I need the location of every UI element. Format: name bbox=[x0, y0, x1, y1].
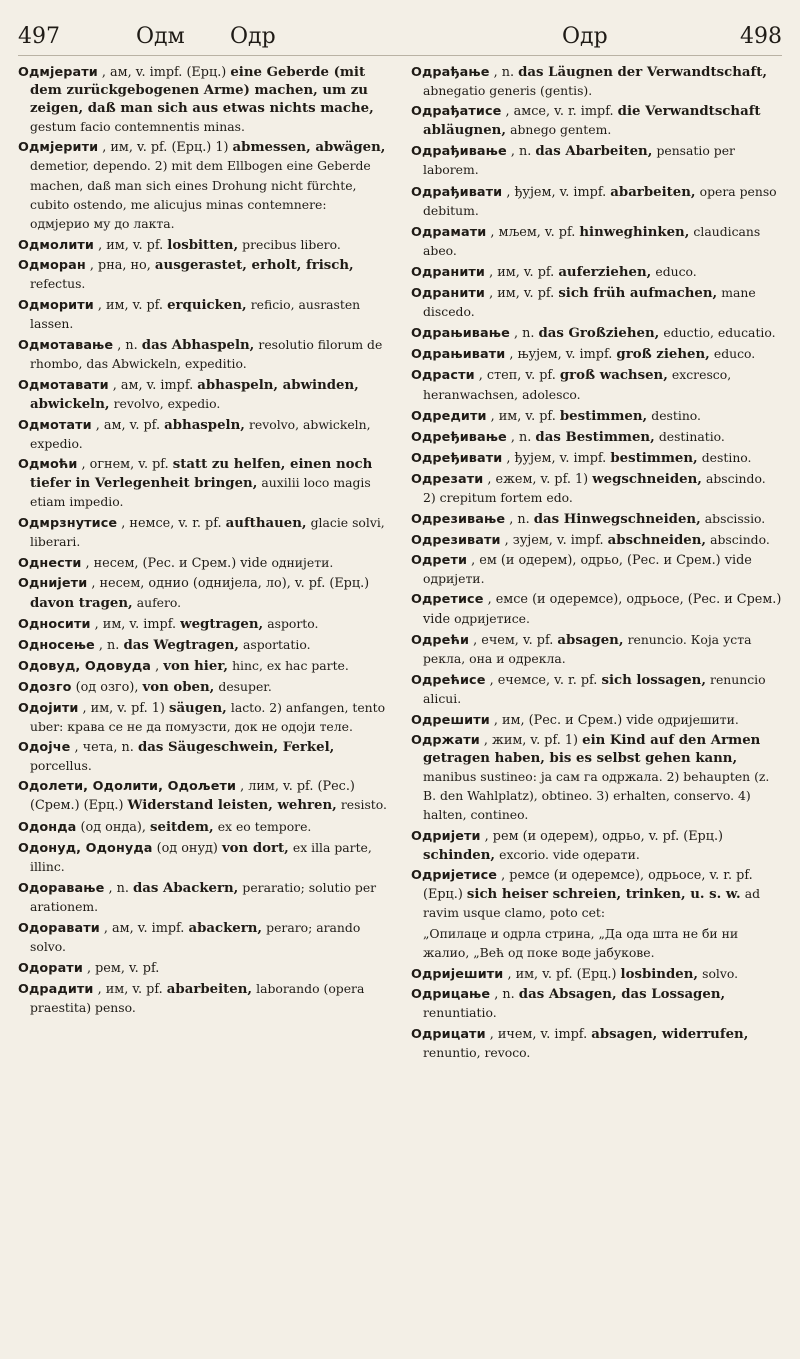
entry-headword: Одрасти bbox=[411, 368, 475, 384]
entry-grammar: , n. bbox=[510, 429, 532, 445]
dictionary-entry bbox=[411, 407, 782, 426]
entry-grammar: , ем (и одерем), одрьо, (Рес. и Срем.) vide bbox=[471, 553, 752, 569]
entry-grammar: , огнем, v. pf. bbox=[81, 456, 169, 472]
entry-german: losbinden, bbox=[620, 967, 699, 983]
entry-latin: destinatio. bbox=[658, 428, 725, 444]
entry-grammar: , им, v. pf. bbox=[490, 408, 556, 424]
entry-headword: Одмјерати bbox=[18, 65, 98, 80]
entry-headword: Одмотати bbox=[18, 417, 92, 433]
entry-headword: Одрећисе bbox=[411, 672, 486, 688]
entry-german: säugen, bbox=[168, 701, 227, 716]
entry-grammar: , им, v. pf. 1) bbox=[82, 701, 165, 716]
entry-german: die Verwandtschaft abläugnen, bbox=[423, 104, 761, 139]
entry-grammar: , n. bbox=[493, 65, 515, 80]
entry-german: sich heiser schreien, trinken, u. s. w. bbox=[466, 886, 741, 902]
entry-headword: Одонуд, Одонуда bbox=[18, 840, 153, 856]
entry-german: absagen, widerrufen, bbox=[591, 1026, 749, 1042]
entry-latin: destino. bbox=[651, 407, 701, 423]
entry-headword: Одржати bbox=[411, 733, 480, 749]
entry-grammar: , мљем, v. pf. bbox=[490, 224, 576, 240]
entry-grammar: , степ, v. pf. bbox=[478, 368, 556, 384]
entry-latin: excresco, heranwachsen, adolesco. bbox=[423, 367, 732, 402]
dictionary-entry bbox=[18, 236, 389, 255]
entry-latin: desuper. bbox=[218, 678, 272, 694]
left-guide-word-2: Одр bbox=[230, 24, 276, 49]
dictionary-entry bbox=[18, 657, 389, 676]
right-page-number: 498 bbox=[740, 24, 782, 49]
entry-headword: Одријешити bbox=[411, 967, 504, 983]
entry-latin: asporto. bbox=[267, 615, 319, 631]
entry-grammar: , ам, v. impf. bbox=[103, 921, 185, 937]
dictionary-entry bbox=[411, 1026, 782, 1063]
entry-headword: Одретисе bbox=[411, 592, 484, 608]
entry-german: erquicken, bbox=[167, 298, 247, 314]
entry-headword: Одредити bbox=[411, 408, 487, 424]
right-guide-word-1: Одр bbox=[562, 24, 608, 49]
entry-german: schinden, bbox=[423, 847, 496, 863]
entry-latin: renuntiatio. bbox=[423, 1005, 497, 1021]
entry-grammar: , чета, n. bbox=[74, 740, 134, 756]
entry-german: sich lossagen, bbox=[601, 672, 706, 688]
entry-latin: peraratio; solutio per arationem. bbox=[30, 879, 377, 914]
entry-headword: Одолети, Одолити, Одољети bbox=[18, 779, 237, 795]
entry-german: abhaspeln, bbox=[164, 417, 245, 433]
entry-latin: resisto. bbox=[340, 797, 387, 813]
entry-latin: manibus sustineo: ја сам га одржала. 2) behaupten (z. B. den Wahlplatz), obtineo. 3) erhalten, conservo. 4) halten, contineo. bbox=[423, 769, 770, 823]
entry-german: Widerstand leisten, wehren, bbox=[127, 798, 337, 814]
dictionary-entry bbox=[411, 284, 782, 322]
entry-grammar: (од онда), bbox=[80, 819, 146, 835]
entry-latin: revolvo, abwickeln, expedio. bbox=[30, 416, 371, 451]
dictionary-entry bbox=[411, 965, 782, 984]
dictionary-entry bbox=[18, 980, 389, 1018]
entry-latin: revolvo, expedio. bbox=[113, 395, 221, 411]
entry-latin: одријетисе. bbox=[454, 610, 530, 626]
entry-german: das Abarbeiten, bbox=[535, 144, 653, 160]
right-column bbox=[411, 64, 782, 1065]
entry-headword: Одморан bbox=[18, 257, 86, 273]
dictionary-entry bbox=[411, 263, 782, 282]
entry-german: absagen, bbox=[557, 632, 624, 648]
entry-headword: Одрећи bbox=[411, 632, 470, 648]
entry-german: sich früh aufmachen, bbox=[558, 286, 718, 302]
entry-headword: Одрезивање bbox=[411, 512, 506, 528]
entry-grammar: , зујем, v. impf. bbox=[504, 533, 604, 549]
dictionary-entry bbox=[18, 336, 389, 374]
dictionary-entry bbox=[18, 636, 389, 655]
entry-german: wegschneiden, bbox=[592, 471, 702, 487]
entry-latin: reficio, ausrasten lassen. bbox=[30, 297, 361, 332]
entry-german: das Wegtragen, bbox=[123, 637, 239, 653]
entry-german: das Abhaspeln, bbox=[141, 338, 255, 354]
entry-german: das Säugeschwein, Ferkel, bbox=[137, 740, 335, 756]
entry-grammar: , n. bbox=[117, 338, 138, 354]
entry-headword: Одрањивати bbox=[411, 347, 506, 363]
entry-headword: Однести bbox=[18, 556, 82, 572]
entry-headword: Одрађатисе bbox=[411, 104, 502, 120]
entry-headword: Одмрзнутисе bbox=[18, 516, 118, 532]
entry-grammar: , n. bbox=[494, 987, 515, 1003]
entry-latin: precibus libero. bbox=[242, 236, 341, 252]
entry-latin: excorio. vide одерати. bbox=[499, 846, 640, 862]
entry-headword: Одмјерити bbox=[18, 140, 99, 156]
entry-latin: ex eo tempore. bbox=[217, 818, 312, 834]
entry-headword: Одрањивање bbox=[411, 326, 510, 342]
entry-latin: laborando (opera praestita) penso. bbox=[30, 981, 365, 1016]
entry-german: abmessen, abwägen, bbox=[232, 140, 386, 156]
entry-headword: Одранити bbox=[411, 264, 486, 280]
dictionary-entry bbox=[18, 778, 389, 815]
dictionary-entry bbox=[411, 552, 782, 589]
dictionary-entry bbox=[411, 223, 782, 261]
entry-headword: Одрађивање bbox=[411, 144, 507, 160]
left-column bbox=[18, 64, 389, 1065]
entry-headword: Одрезати bbox=[411, 471, 484, 487]
entry-latin: peraro; arando solvo. bbox=[30, 920, 361, 955]
entry-grammar: , лим, v. pf. (Рес.) (Срем.) (Ерц.) bbox=[30, 779, 355, 814]
entry-german: davon tragen, bbox=[30, 595, 133, 611]
dictionary-entry bbox=[411, 142, 782, 180]
dictionary-entry bbox=[18, 839, 389, 877]
entry-latin: renuntio, revoco. bbox=[423, 1044, 531, 1060]
entry-latin: abnegatio generis (gentis). bbox=[423, 83, 593, 99]
entry-latin: claudicans abeo. bbox=[423, 223, 761, 258]
dictionary-entry bbox=[18, 139, 389, 233]
entry-german: bestimmen, bbox=[610, 450, 698, 466]
entry-grammar: , емсе (и одеремсе), одрьосе, (Рес. и Срем.) vide bbox=[423, 592, 782, 627]
dictionary-entry bbox=[18, 959, 389, 978]
entry-grammar: , ечемсе, v. r. pf. bbox=[489, 672, 598, 688]
entry-grammar: , ђујем, v. impf. bbox=[506, 184, 607, 200]
entry-german: das Abackern, bbox=[132, 880, 239, 896]
page-columns bbox=[18, 64, 782, 1065]
entry-headword: Одрађање bbox=[411, 65, 490, 80]
entry-grammar: , несем, (Рес. и Срем.) vide bbox=[85, 556, 268, 572]
entry-grammar: (од онуд) bbox=[156, 840, 218, 856]
dictionary-entry bbox=[411, 103, 782, 140]
dictionary-entry bbox=[411, 732, 782, 825]
dictionary-entry bbox=[18, 739, 389, 776]
dictionary-entry bbox=[411, 531, 782, 550]
entry-german: von oben, bbox=[142, 679, 215, 695]
entry-latin: aufero. bbox=[136, 594, 182, 610]
entry-latin: „Опилаце и одрла стрина, „Да ода шта не би ни жалио, „Већ од поке воде јабукове. bbox=[423, 926, 739, 961]
dictionary-entry bbox=[18, 257, 389, 294]
dictionary-entry bbox=[411, 591, 782, 628]
dictionary-entry bbox=[18, 377, 389, 414]
dictionary-entry bbox=[18, 456, 389, 512]
page-header bbox=[18, 18, 782, 56]
entry-latin: ad ravim usque clamo, poto cet: bbox=[423, 885, 761, 920]
entry-german: das Läugnen der Verwandtschaft, bbox=[518, 65, 767, 80]
dictionary-entry bbox=[411, 867, 782, 923]
dictionary-entry bbox=[411, 449, 782, 468]
entry-grammar: , амсе, v. r. impf. bbox=[505, 104, 614, 120]
entry-latin: hinc, ex hac parte. bbox=[232, 657, 349, 673]
dictionary-entry bbox=[18, 879, 389, 917]
entry-german: hinweghinken, bbox=[579, 224, 690, 240]
entry-german: wegtragen, bbox=[180, 616, 264, 632]
entry-headword: Одоравати bbox=[18, 921, 100, 937]
entry-headword: Одрезивати bbox=[411, 533, 501, 549]
entry-headword: Одозго bbox=[18, 679, 72, 695]
entry-german: groß wachsen, bbox=[559, 368, 668, 384]
entry-german: abarbeiten, bbox=[610, 184, 696, 200]
entry-german: groß ziehen, bbox=[616, 347, 710, 363]
entry-latin: solvo. bbox=[702, 966, 739, 982]
dictionary-entry bbox=[411, 366, 782, 404]
entry-german: das Absagen, das Lossagen, bbox=[518, 987, 726, 1003]
dictionary-entry bbox=[18, 514, 389, 552]
entry-grammar: , жим, v. pf. 1) bbox=[483, 733, 579, 749]
entry-headword: Одмотавати bbox=[18, 377, 109, 393]
entry-german: von dort, bbox=[221, 840, 289, 856]
entry-grammar: , им, v. pf. bbox=[489, 264, 555, 280]
entry-latin: одријешити. bbox=[657, 712, 739, 727]
entry-headword: Одређивање bbox=[411, 429, 507, 445]
entry-headword: Одорати bbox=[18, 961, 83, 977]
entry-headword: Одмотавање bbox=[18, 338, 114, 354]
entry-latin: abscindo. bbox=[710, 532, 770, 548]
entry-grammar: , ам, v. pf. bbox=[95, 417, 161, 433]
entry-headword: Одријетисе bbox=[411, 867, 498, 883]
dictionary-entry bbox=[18, 296, 389, 334]
entry-headword: Одрадити bbox=[18, 982, 94, 998]
entry-latin: однијети. bbox=[271, 555, 334, 571]
entry-headword: Одојити bbox=[18, 701, 79, 716]
entry-german: losbitten, bbox=[167, 237, 239, 253]
entry-headword: Односити bbox=[18, 616, 91, 632]
entry-latin: abscissio. bbox=[704, 511, 766, 527]
entry-latin: pensatio per laborem. bbox=[423, 143, 735, 178]
left-guide-word-1: Одм bbox=[136, 24, 185, 49]
entry-german: ausgerastet, erholt, frisch, bbox=[154, 257, 354, 273]
entry-latin: renuncio. Која уста рекла, она и одрекла. bbox=[423, 631, 752, 666]
entry-latin: abscindo. 2) crepitum fortem edo. bbox=[423, 470, 766, 505]
entry-grammar: , им, v. impf. bbox=[94, 616, 177, 632]
entry-headword: Одонда bbox=[18, 819, 77, 835]
entry-latin: opera penso debitum. bbox=[423, 183, 777, 218]
entry-grammar: , ам, v. impf. (Ерц.) bbox=[101, 65, 227, 80]
entry-german: statt zu helfen, einen noch tiefer in Verlegenheit bringen, bbox=[30, 456, 373, 491]
entry-headword: Одојче bbox=[18, 740, 71, 756]
entry-grammar: , n. bbox=[509, 512, 530, 528]
dictionary-entry bbox=[411, 925, 782, 963]
entry-german: bestimmen, bbox=[559, 408, 648, 424]
entry-headword: Одранити bbox=[411, 286, 486, 302]
entry-german: von hier, bbox=[163, 658, 228, 674]
entry-grammar: , рем, v. pf. bbox=[86, 961, 160, 977]
entry-headword: Однијети bbox=[18, 576, 88, 592]
entry-latin: resolutio filorum de rhombo, das Abwickeln, expeditio. bbox=[30, 337, 383, 372]
entry-headword: Одовуд, Одовуда bbox=[18, 658, 152, 674]
entry-headword: Односење bbox=[18, 637, 95, 653]
entry-grammar: , рна, но, bbox=[89, 257, 151, 273]
entry-headword: Одређивати bbox=[411, 450, 503, 466]
dictionary-entry bbox=[411, 470, 782, 508]
entry-headword: Одрети bbox=[411, 553, 468, 569]
entry-grammar: , несем, однио (однијела, ло), v. pf. (Ерц.) bbox=[91, 576, 370, 592]
entry-grammar: , рем (и одерем), одрьо, v. pf. (Ерц.) bbox=[484, 828, 724, 844]
entry-german: auferziehen, bbox=[558, 264, 652, 280]
entry-german: abhaspeln, abwinden, abwickeln, bbox=[30, 377, 359, 412]
entry-grammar: (од озго), bbox=[75, 679, 139, 695]
entry-german: eine Geberde (mit dem zurückgebogenen Arme) machen, um zu zeigen, daß man sich aus etwas nichts mache, bbox=[30, 65, 374, 117]
entry-german: aufthauen, bbox=[225, 516, 307, 532]
entry-grammar: , њујем, v. impf. bbox=[509, 347, 613, 363]
entry-headword: Одмолити bbox=[18, 237, 94, 253]
entry-grammar: , bbox=[155, 658, 160, 674]
entry-latin: glacie solvi, liberari. bbox=[30, 515, 385, 550]
entry-grammar: , n. bbox=[510, 144, 532, 160]
dictionary-entry bbox=[18, 64, 389, 137]
dictionary-entry bbox=[411, 986, 782, 1023]
dictionary-entry bbox=[18, 818, 389, 837]
entry-grammar: , им, v. pf. bbox=[97, 298, 163, 314]
entry-latin: asportatio. bbox=[242, 636, 311, 652]
entry-headword: Одморити bbox=[18, 298, 94, 314]
entry-headword: Одоравање bbox=[18, 880, 105, 896]
entry-latin: ex illa parte, illinc. bbox=[30, 839, 372, 874]
entry-headword: Одрешити bbox=[411, 713, 490, 728]
entry-latin: mane discedo. bbox=[423, 285, 756, 320]
dictionary-entry bbox=[18, 575, 389, 612]
entry-latin: одријети. bbox=[423, 571, 485, 587]
entry-grammar: , им, v. pf. bbox=[98, 237, 164, 253]
entry-grammar: , им, v. pf. bbox=[97, 982, 163, 998]
entry-grammar: , им, v. pf. (Ерц.) bbox=[507, 967, 617, 983]
entry-german: das Bestimmen, bbox=[535, 429, 655, 445]
entry-latin: gestum facio contemnentis minas. bbox=[30, 119, 245, 135]
entry-latin: abnego gentem. bbox=[510, 122, 612, 138]
entry-grammar: , им, v. pf. bbox=[489, 286, 555, 302]
entry-german: abackern, bbox=[188, 921, 263, 937]
entry-latin: auxilii loco magis etiam impedio. bbox=[30, 474, 371, 510]
entry-headword: Одрамати bbox=[411, 224, 487, 240]
left-page-number: 497 bbox=[18, 24, 60, 49]
dictionary-entry bbox=[411, 711, 782, 730]
entry-german: das Hinwegschneiden, bbox=[533, 512, 701, 528]
entry-grammar: , им, v. pf. (Ерц.) 1) bbox=[102, 140, 229, 156]
entry-grammar: , им, (Рес. и Срем.) vide bbox=[493, 713, 654, 728]
entry-grammar: , ечем, v. pf. bbox=[473, 632, 554, 648]
dictionary-entry bbox=[411, 345, 782, 364]
entry-german: seitdem, bbox=[150, 819, 214, 835]
dictionary-entry bbox=[411, 828, 782, 865]
entry-latin: lacto. 2) anfangen, tento uber: крава се не да помузсти, док не одоји теле. bbox=[30, 700, 386, 735]
entry-headword: Одријети bbox=[411, 828, 481, 844]
dictionary-entry bbox=[411, 183, 782, 221]
entry-grammar: , ђујем, v. impf. bbox=[506, 450, 607, 466]
entry-latin: destino. bbox=[701, 449, 752, 465]
entry-latin: educo. bbox=[655, 263, 697, 279]
dictionary-entry bbox=[18, 678, 389, 697]
dictionary-entry bbox=[18, 919, 389, 957]
entry-headword: Одрицати bbox=[411, 1026, 486, 1042]
dictionary-entry bbox=[411, 671, 782, 709]
entry-german: abschneiden, bbox=[607, 533, 707, 549]
dictionary-entry bbox=[411, 324, 782, 343]
dictionary-entry bbox=[411, 64, 782, 101]
entry-grammar: , ежем, v. pf. 1) bbox=[487, 471, 589, 487]
dictionary-entry bbox=[18, 416, 389, 454]
entry-grammar: , n. bbox=[513, 326, 535, 342]
entry-headword: Одрицање bbox=[411, 987, 491, 1003]
dictionary-entry bbox=[411, 428, 782, 447]
entry-grammar: , немсе, v. r. pf. bbox=[121, 516, 222, 532]
entry-headword: Одмоћи bbox=[18, 456, 78, 472]
dictionary-entry bbox=[411, 631, 782, 669]
dictionary-entry bbox=[18, 615, 389, 634]
entry-latin: educo. bbox=[713, 346, 756, 362]
entry-latin: porcellus. bbox=[30, 758, 92, 774]
entry-latin: refectus. bbox=[30, 276, 86, 292]
entry-german: ein Kind auf den Armen getragen haben, bis es selbst gehen kann, bbox=[423, 733, 761, 767]
dictionary-entry bbox=[18, 554, 389, 573]
entry-latin: demetior, dependo. 2) mit dem Ellbogen eine Geberde machen, daß man sich eines Drohung nicht fürchte, cubito ostendo, me alicujus minas contemnere: одмјерио му до лакта. bbox=[30, 158, 371, 231]
dictionary-entry bbox=[18, 699, 389, 737]
entry-grammar: , ичем, v. impf. bbox=[489, 1026, 588, 1042]
entry-grammar: , ремсе (и одеремсе), одрьосе, v. r. pf. (Ерц.) bbox=[423, 867, 753, 902]
entry-grammar: , ам, v. impf. bbox=[112, 377, 194, 393]
entry-grammar: , n. bbox=[98, 637, 120, 653]
entry-grammar: , n. bbox=[108, 880, 129, 896]
entry-german: abarbeiten, bbox=[166, 982, 253, 998]
entry-latin: renuncio alicui. bbox=[423, 671, 766, 706]
entry-headword: Одрађивати bbox=[411, 184, 503, 200]
entry-german: das Großziehen, bbox=[538, 326, 660, 342]
dictionary-entry bbox=[411, 510, 782, 529]
entry-latin: eductio, educatio. bbox=[663, 325, 776, 341]
